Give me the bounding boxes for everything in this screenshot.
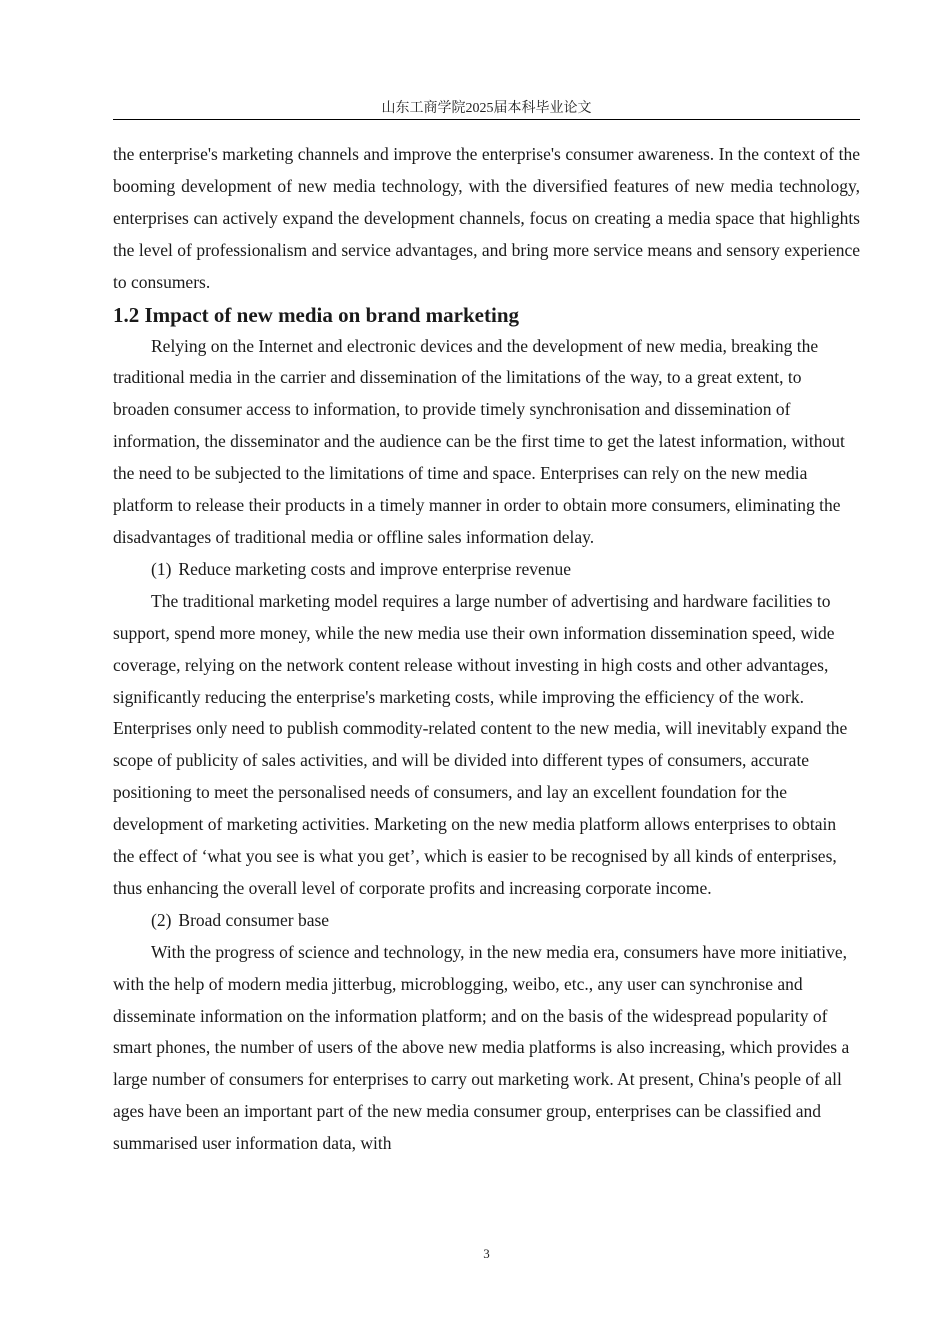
section-paragraph: Relying on the Internet and electronic devices and the development of new media, breaking the traditional media in the carrier and dissemination of the limitations of the way, to a great extent, to broaden consumer access to information, to provide timely synchronisation and dissemination of information, the disseminator and the audience can be the first time to get the latest information, without the need to be subjected to the limitations of time and space. Enterprises can rely on the new media platform to release their products in a timely manner in order to obtain more consumers, eliminating the disadvantages of traditional media or offline sales information delay. [113,335,845,547]
list-item-title: Reduce marketing costs and improve enterprise revenue [178,558,572,579]
running-header: 山东工商学院2025届本科毕业论文 [381,101,592,116]
header-rule [113,119,860,120]
section-heading: 1.2 Impact of new media on brand marketing [113,302,520,327]
list-item-number: (2) [151,909,172,930]
list-item-number: (1) [151,558,172,579]
list-item-title: Broad consumer base [178,909,330,930]
page-content [113,139,860,1160]
list-item-1-paragraph: The traditional marketing model requires a large number of advertising and hardware facilities to support, spend more money, while the new media use their own information dissemination speed, wide coverage, relying on the network content release without investing in high costs and other advantages, significantly reducing the enterprise's marketing costs, while improving the efficiency of the work. Enterprises only need to publish commodity-related content to the new media, will inevitably expand the scope of publicity of sales activities, and will be divided into different types of consumers, accurate positioning to meet the personalised needs of consumers, and lay an excellent foundation for the development of marketing activities. Marketing on the new media platform allows enterprises to obtain the effect of ‘what you see is what you get’, which is easier to be recognised by all kinds of enterprises, thus enhancing the overall level of corporate profits and increasing corporate income. [113,590,848,898]
list-item-2-heading [113,905,860,937]
intro-paragraph: the enterprise's marketing channels and improve the enterprise's consumer awareness. In the context of the booming development of new media technology, with the diversified features of new media technology, enterprises can actively expand the development channels, focus on creating a media space that highlights the level of professionalism and service advantages, and bring more service means and sensory experience to consumers. [113,144,860,292]
list-item-2-paragraph: With the progress of science and technology, in the new media era, consumers have more initiative, with the help of modern media jitterbug, microblogging, weibo, etc., any user can synchronise and disseminate information on the information platform; and on the basis of the widespread popularity of smart phones, the number of users of the above new media platforms is also increasing, which provides a large number of consumers for enterprises to carry out marketing work. At present, China's people of all ages have been an important part of the new media consumer group, enterprises can be classified and summarised user information data, with [113,941,850,1154]
page-number: 3 [483,1246,490,1261]
list-item-1-heading [113,554,860,586]
